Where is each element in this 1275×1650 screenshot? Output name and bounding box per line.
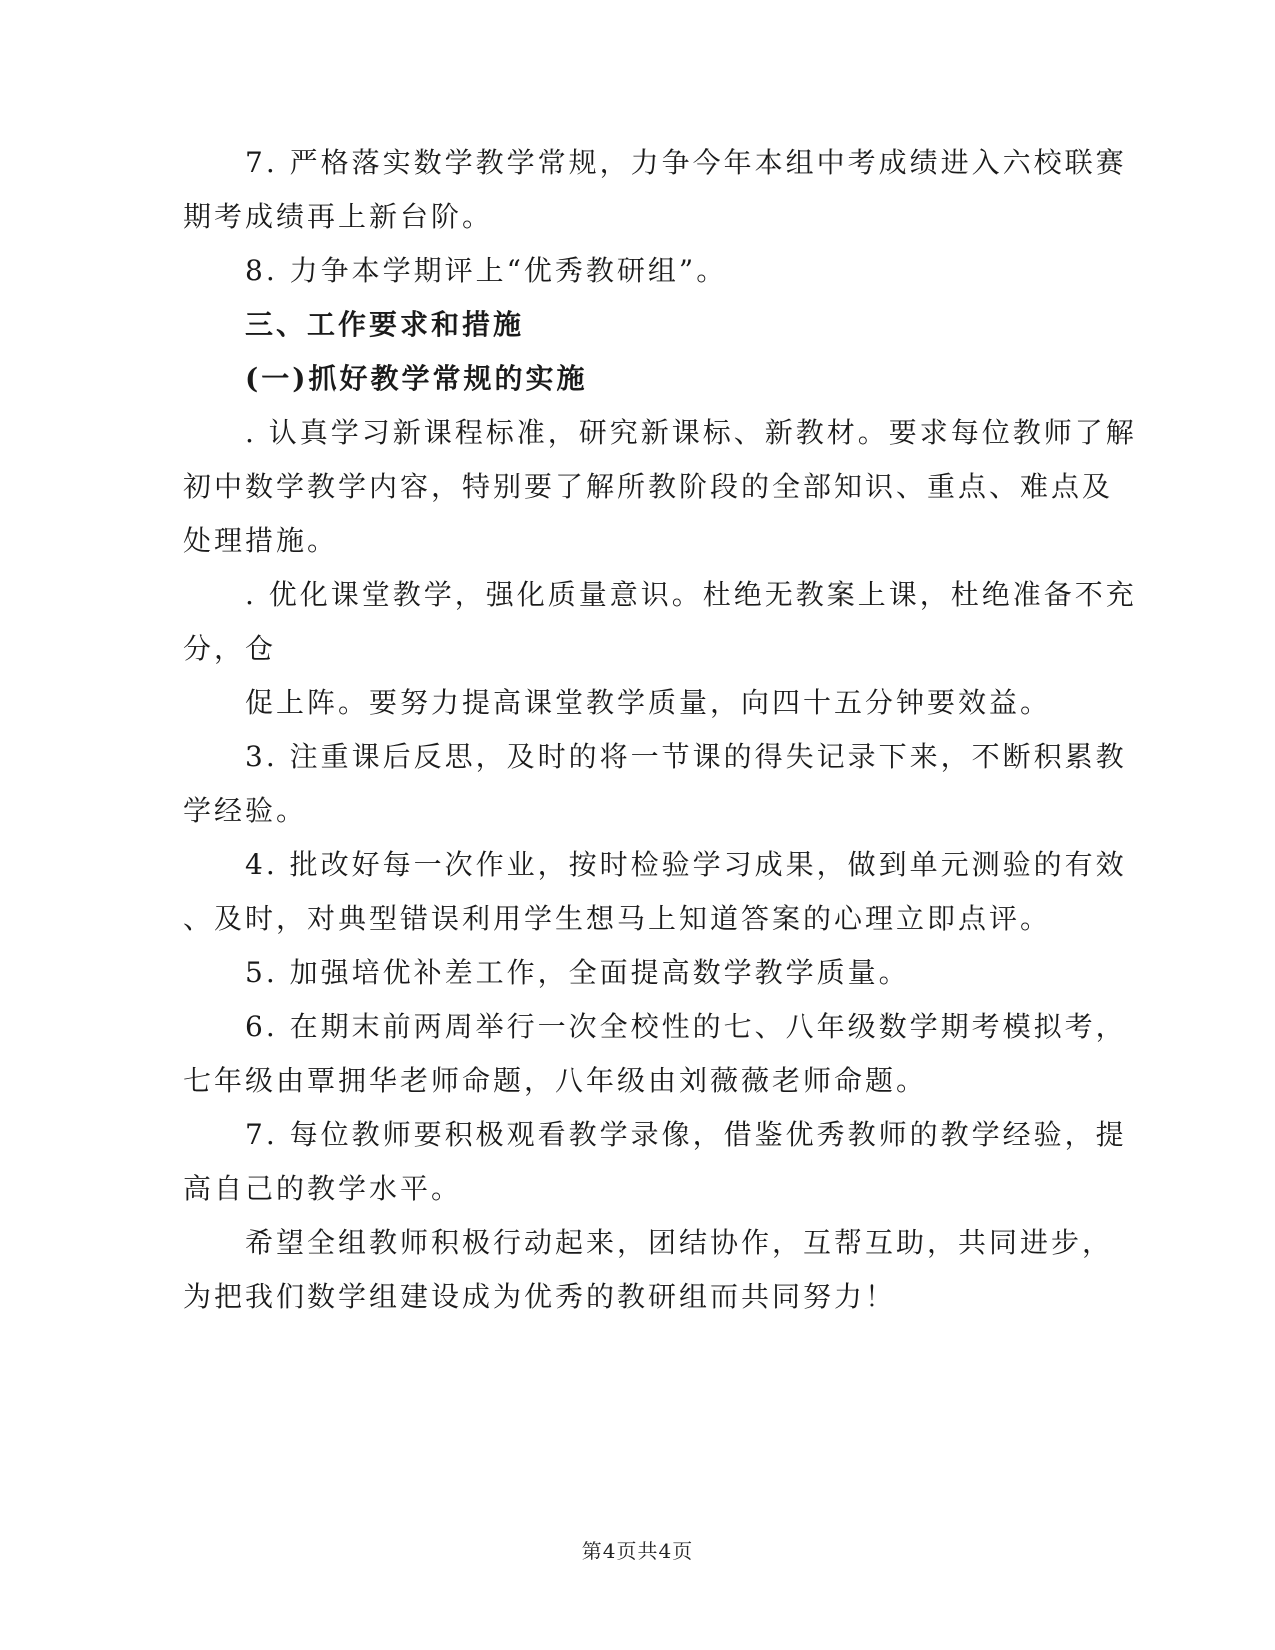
paragraph-line: 6. 在期末前两周举行一次全校性的七、八年级数学期考模拟考， bbox=[245, 1010, 1127, 1043]
paragraph-line: 处理措施。 bbox=[183, 524, 339, 557]
paragraph-line: 为把我们数学组建设成为优秀的教研组而共同努力！ bbox=[183, 1280, 897, 1313]
paragraph-line: 七年级由覃拥华老师命题，八年级由刘薇薇老师命题。 bbox=[183, 1064, 928, 1097]
paragraph-line: 5. 加强培优补差工作，全面提高数学教学质量。 bbox=[245, 956, 910, 989]
subsection-heading: (一)抓好教学常规的实施 bbox=[245, 362, 588, 395]
paragraph-line: 高自己的教学水平。 bbox=[183, 1172, 463, 1205]
paragraph-line: 、及时，对典型错误利用学生想马上知道答案的心理立即点评。 bbox=[183, 902, 1052, 935]
paragraph-line: . 认真学习新课程标准，研究新课标、新教材。要求每位教师了解 bbox=[245, 416, 1137, 449]
page-number: 第4页共4页 bbox=[581, 1539, 694, 1563]
paragraph-line: . 优化课堂教学，强化质量意识。杜绝无教案上课，杜绝准备不充 bbox=[245, 578, 1137, 611]
paragraph-line: 7. 严格落实数学教学常规，力争今年本组中考成绩进入六校联赛 bbox=[245, 146, 1127, 179]
paragraph-line: 期考成绩再上新台阶。 bbox=[183, 200, 494, 233]
paragraph-line: 分，仓 bbox=[183, 632, 277, 665]
paragraph-line: 4. 批改好每一次作业，按时检验学习成果，做到单元测验的有效 bbox=[245, 848, 1127, 881]
paragraph-line: 学经验。 bbox=[183, 794, 308, 827]
section-heading: 三、工作要求和措施 bbox=[245, 308, 525, 341]
paragraph-line: 3. 注重课后反思，及时的将一节课的得失记录下来，不断积累教 bbox=[245, 740, 1127, 773]
paragraph-line: 7. 每位教师要积极观看教学录像，借鉴优秀教师的教学经验，提 bbox=[245, 1118, 1127, 1151]
paragraph-line: 促上阵。要努力提高课堂教学质量，向四十五分钟要效益。 bbox=[245, 686, 1052, 719]
paragraph-line: 希望全组教师积极行动起来，团结协作，互帮互助，共同进步， bbox=[245, 1226, 1114, 1259]
paragraph-line: 初中数学教学内容，特别要了解所教阶段的全部知识、重点、难点及 bbox=[183, 470, 1114, 503]
paragraph-line: 8. 力争本学期评上“优秀教研组”。 bbox=[245, 254, 728, 287]
